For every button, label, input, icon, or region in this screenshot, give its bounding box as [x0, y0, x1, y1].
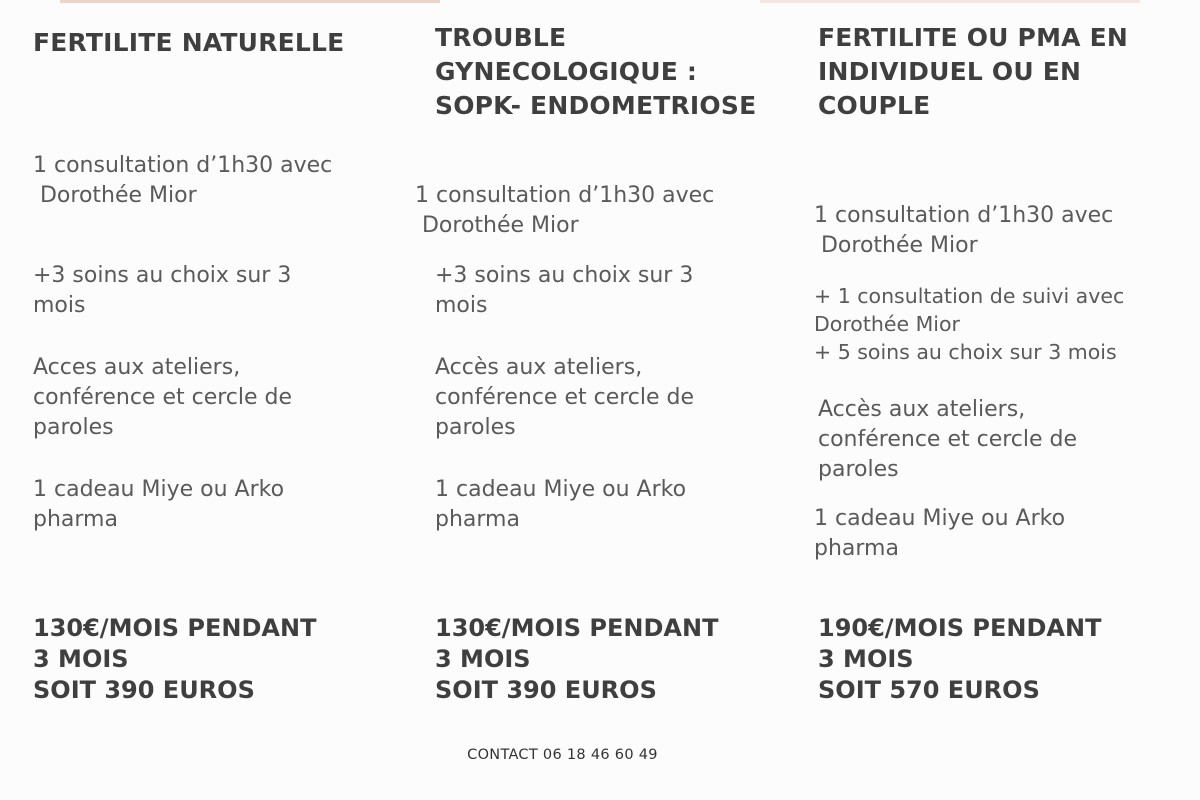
offer-item-consultation: 1 consultation d’1h30 avec Dorothée Mior — [415, 183, 715, 238]
offer-item-cadeau: 1 cadeau Miye ou Arko pharma — [814, 506, 1066, 561]
offer-item-cadeau: 1 cadeau Miye ou Arko pharma — [33, 477, 285, 532]
offer-item-soins: +3 soins au choix sur 3 mois — [33, 263, 292, 318]
offer-column-fertilite-naturelle — [33, 0, 393, 740]
offer-item-ateliers: Accès aux ateliers, conférence et cercle de paroles — [435, 355, 695, 440]
offer-item-cadeau: 1 cadeau Miye ou Arko pharma — [435, 477, 687, 532]
offer-item-ateliers: Accès aux ateliers, conférence et cercle de paroles — [818, 397, 1078, 482]
offer-title: FERTILITE OU PMA EN INDIVIDUEL OU EN COUPLE — [818, 23, 1129, 120]
offer-item-consultation: 1 consultation d’1h30 avec Dorothée Mior — [814, 203, 1114, 258]
offer-price: 130€/MOIS PENDANT 3 MOIS SOIT 390 EUROS — [435, 614, 719, 704]
offer-item-ateliers: Acces aux ateliers, conférence et cercle de paroles — [33, 355, 293, 440]
offer-column-fertilite-pma — [814, 0, 1194, 740]
offer-column-trouble-gynecologique — [415, 0, 785, 740]
offer-price: 130€/MOIS PENDANT 3 MOIS SOIT 390 EUROS — [33, 614, 317, 704]
offer-item-soins: +3 soins au choix sur 3 mois — [435, 263, 694, 318]
offer-title: TROUBLE GYNECOLOGIQUE : SOPK- ENDOMETRIOSE — [435, 23, 757, 120]
contact-phone: CONTACT 06 18 46 60 49 — [467, 747, 658, 763]
offer-item-suivi-soins: + 1 consultation de suivi avec Dorothée Mior + 5 soins au choix sur 3 mois — [814, 284, 1125, 364]
offer-item-consultation: 1 consultation d’1h30 avec Dorothée Mior — [33, 153, 333, 208]
offer-price: 190€/MOIS PENDANT 3 MOIS SOIT 570 EUROS — [818, 614, 1102, 704]
offer-title: FERTILITE NATURELLE — [33, 28, 345, 57]
